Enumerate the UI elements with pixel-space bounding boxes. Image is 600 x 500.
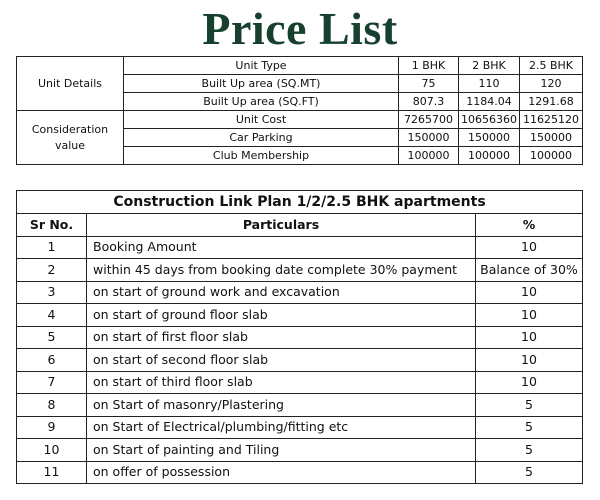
row-label: Car Parking bbox=[124, 129, 399, 147]
table-row bbox=[17, 281, 583, 304]
value-2bhk: 110 bbox=[459, 75, 520, 93]
table-row bbox=[17, 394, 583, 417]
particular-cell: on start of third floor slab bbox=[87, 371, 476, 394]
value-2bhk: 10656360 bbox=[459, 111, 520, 129]
particular-cell: on Start of Electrical/plumbing/fitting etc bbox=[87, 416, 476, 439]
value-2-5bhk: 2.5 BHK bbox=[520, 57, 583, 75]
row-label: Built Up area (SQ.MT) bbox=[124, 75, 399, 93]
particular-cell: on Start of masonry/Plastering bbox=[87, 394, 476, 417]
particular-cell: within 45 days from booking date complete 30% payment bbox=[87, 259, 476, 282]
header-particulars: Particulars bbox=[87, 214, 476, 237]
row-label: Built Up area (SQ.FT) bbox=[124, 93, 399, 111]
plan-caption-row bbox=[17, 191, 583, 214]
table-row bbox=[17, 259, 583, 282]
particular-cell: on start of first floor slab bbox=[87, 326, 476, 349]
consideration-value-label: Consideration value bbox=[17, 111, 124, 165]
percent-cell: 10 bbox=[476, 349, 583, 372]
sr-no-cell: 10 bbox=[17, 439, 87, 462]
price-table bbox=[16, 56, 583, 165]
percent-cell: 5 bbox=[476, 416, 583, 439]
value-2bhk: 2 BHK bbox=[459, 57, 520, 75]
sr-no-cell: 11 bbox=[17, 461, 87, 484]
particular-cell: on start of ground floor slab bbox=[87, 304, 476, 327]
value-2-5bhk: 1291.68 bbox=[520, 93, 583, 111]
particular-cell: on Start of painting and Tiling bbox=[87, 439, 476, 462]
sr-no-cell: 3 bbox=[17, 281, 87, 304]
table-row bbox=[17, 461, 583, 484]
percent-cell: 10 bbox=[476, 236, 583, 259]
table-row bbox=[17, 349, 583, 372]
particular-cell: on start of ground work and excavation bbox=[87, 281, 476, 304]
percent-cell: Balance of 30% bbox=[476, 259, 583, 282]
value-2-5bhk: 11625120 bbox=[520, 111, 583, 129]
sr-no-cell: 5 bbox=[17, 326, 87, 349]
particular-cell: on offer of possession bbox=[87, 461, 476, 484]
value-2bhk: 100000 bbox=[459, 147, 520, 165]
percent-cell: 10 bbox=[476, 281, 583, 304]
row-label: Unit Type bbox=[124, 57, 399, 75]
table-row bbox=[17, 439, 583, 462]
sr-no-cell: 2 bbox=[17, 259, 87, 282]
table-row bbox=[17, 326, 583, 349]
price-row-unit-cost bbox=[17, 111, 583, 129]
header-percent: % bbox=[476, 214, 583, 237]
particular-cell: on start of second floor slab bbox=[87, 349, 476, 372]
value-1bhk: 150000 bbox=[399, 129, 459, 147]
value-2-5bhk: 120 bbox=[520, 75, 583, 93]
value-1bhk: 807.3 bbox=[399, 93, 459, 111]
table-row bbox=[17, 304, 583, 327]
sr-no-cell: 1 bbox=[17, 236, 87, 259]
percent-cell: 5 bbox=[476, 461, 583, 484]
header-sr-no: Sr No. bbox=[17, 214, 87, 237]
row-label: Club Membership bbox=[124, 147, 399, 165]
table-row bbox=[17, 416, 583, 439]
sr-no-cell: 8 bbox=[17, 394, 87, 417]
page-title: Price List bbox=[202, 3, 398, 54]
row-label: Unit Cost bbox=[124, 111, 399, 129]
particular-cell: Booking Amount bbox=[87, 236, 476, 259]
payment-plan-table bbox=[16, 190, 583, 484]
table-row bbox=[17, 371, 583, 394]
value-1bhk: 75 bbox=[399, 75, 459, 93]
percent-cell: 5 bbox=[476, 439, 583, 462]
value-1bhk: 7265700 bbox=[399, 111, 459, 129]
plan-caption: Construction Link Plan 1/2/2.5 BHK apartments bbox=[17, 191, 583, 214]
percent-cell: 10 bbox=[476, 371, 583, 394]
value-2-5bhk: 100000 bbox=[520, 147, 583, 165]
value-2bhk: 150000 bbox=[459, 129, 520, 147]
percent-cell: 10 bbox=[476, 326, 583, 349]
value-2-5bhk: 150000 bbox=[520, 129, 583, 147]
table-row bbox=[17, 236, 583, 259]
price-row-unit-type bbox=[17, 57, 583, 75]
value-1bhk: 100000 bbox=[399, 147, 459, 165]
sr-no-cell: 4 bbox=[17, 304, 87, 327]
plan-body bbox=[17, 236, 583, 484]
unit-details-label: Unit Details bbox=[17, 57, 124, 111]
plan-header-row bbox=[17, 214, 583, 237]
sr-no-cell: 7 bbox=[17, 371, 87, 394]
value-2bhk: 1184.04 bbox=[459, 93, 520, 111]
sr-no-cell: 9 bbox=[17, 416, 87, 439]
value-1bhk: 1 BHK bbox=[399, 57, 459, 75]
percent-cell: 5 bbox=[476, 394, 583, 417]
percent-cell: 10 bbox=[476, 304, 583, 327]
sr-no-cell: 6 bbox=[17, 349, 87, 372]
